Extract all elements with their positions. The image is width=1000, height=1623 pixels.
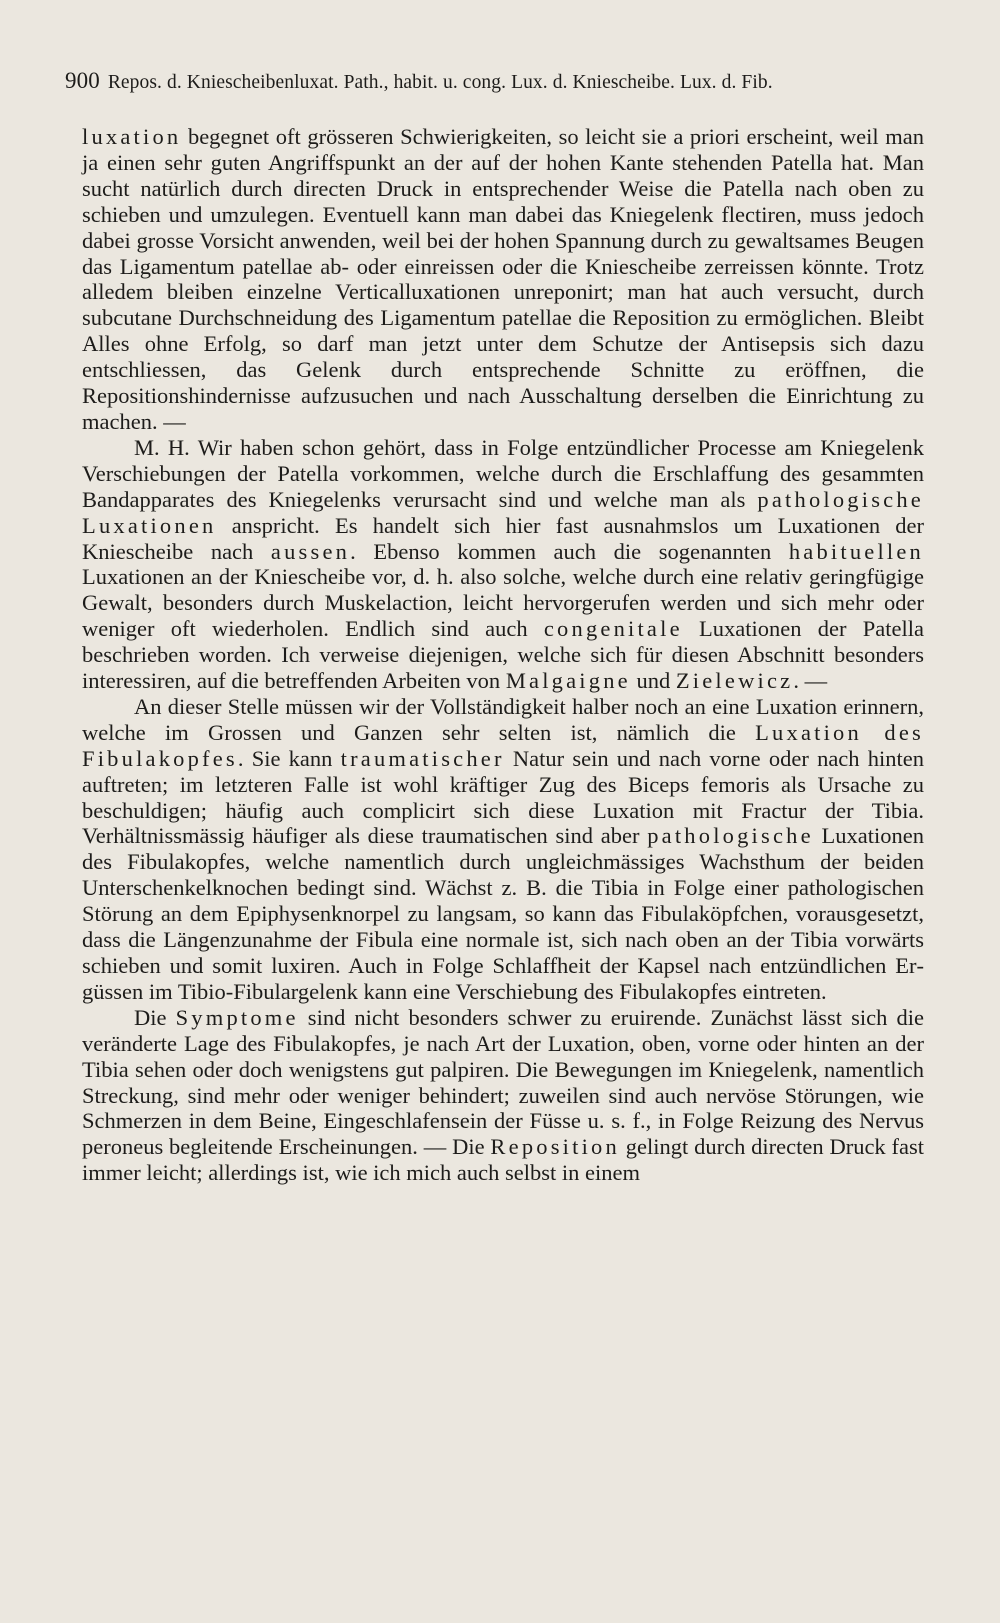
spaced-emphasis: Symptome xyxy=(175,1004,299,1030)
text-run: . Ebenso kommen auch die sogenannten xyxy=(350,538,789,564)
text-run: anspricht. Es handelt sich hier fast ausnahmslos um Luxationen der Kniescheibe nach xyxy=(82,512,924,564)
text-run: sind nicht besonders schwer zu eruirende. Zunächst lässt sich die veränderte Lage des Fibulakopfes, je nach Art der Luxation, oben, vorne oder hinten an der Tibia sehen oder doch wenigstens gut palpiren. Die Bewegungen im Kniegelenk, namentlich Streckung, sind mehr oder weniger behindert; zuweilen sind auch nervöse Störungen, wie Schmerzen in dem Beine, Eingeschlafensein der Füsse u. s. f., in Folge Reizung des Nervus peroneus begleitende Erscheinungen. — Die xyxy=(82,1004,924,1160)
text-run: Natur sein und nach vorne oder nach hinten auftreten; im letzteren Falle ist wohl kräftiger Zug des Biceps femoris als Ursache zu beschuldigen; häufig auch complicirt sich diese Luxation mit Fractur der Tibia. Verhältnissmässig häufiger als diese traumatischen sind aber xyxy=(82,745,924,849)
spaced-emphasis: aussen xyxy=(270,538,351,564)
spaced-emphasis: pathologische Luxationen xyxy=(82,486,924,538)
running-header xyxy=(65,68,935,102)
spaced-emphasis: Luxation des Fibulakopfes xyxy=(82,719,924,771)
text-run: Luxationen an der Kniescheibe vor, d. h. also solche, welche durch eine relativ geringfügige Gewalt, besonders durch Muskelaction, leicht hervorgerufen werden und sich mehr oder weniger oft wiederholen. Endlich sind auch xyxy=(82,564,924,642)
spaced-emphasis: luxation xyxy=(82,124,182,149)
text-run: begegnet oft grösseren Schwierigkeiten, so leicht sie a priori erscheint, weil man ja einen sehr guten Angriffspunkt an der auf der hohen Kante stehenden Patella hat. Man sucht natürlich durch directen Druck in entsprechender Weise die Patella nach oben zu schieben und umzulegen. Eventuell kann man dabei das Kniegelenk flectiren, muss jedoch dabei grosse Vorsicht anwenden, weil bei der hohen Spannung durch zu gewaltsames Beugen das Ligamentum patellae ab- oder einreissen oder die Kniescheibe zerreissen könnte. Trotz alledem bleiben einzelne Verticalluxationen unreponirt; man hat auch versucht, durch subcutane Durchschneidung des Ligamentum patellae die Reposition zu ermöglichen. Bleibt Alles ohne Erfolg, so darf man jetzt unter dem Schutze der Antisepsis sich dazu entschliessen, das Gelenk durch entsprechende Schnitte zu eröffnen, die Repositionshindernisse aufzusuchen und nach Ausschaltung derselben die Einrichtung zu machen. — xyxy=(82,124,924,434)
paragraph xyxy=(82,1005,924,1186)
text-run: Luxationen der Patella beschrieben worden. Ich verweise diejenigen, welche sich für diesen Abschnitt besonders interessiren, auf die betreffenden Arbeiten von xyxy=(82,616,924,694)
text-run: . — xyxy=(793,668,828,694)
page-number: 900 xyxy=(65,68,100,93)
text-run: M. H. Wir haben schon gehört, dass in Folge entzündlicher Processe am Kniegelenk Verschiebungen der Patella vorkommen, welche durch die Erschlaffung des gesammten Bandapparates des Kniegelenks verursacht sind und welche man als xyxy=(82,434,924,512)
spaced-emphasis: traumatischer xyxy=(340,745,505,771)
spaced-emphasis: habituellen xyxy=(788,538,925,564)
spaced-emphasis: Reposition xyxy=(490,1134,620,1160)
body-text xyxy=(82,124,924,1186)
paragraph xyxy=(82,124,924,435)
spaced-emphasis: Zielewicz xyxy=(675,668,794,694)
text-run: Die xyxy=(134,1004,176,1030)
text-run: gelingt durch directen Druck fast immer leicht; allerdings ist, wie ich mich auch selbst in einem xyxy=(82,1134,924,1186)
text-run: Luxationen des Fibulakopfes, welche namentlich durch ungleichmässiges Wachsthum der beiden Unterschenkelknochen bedingt sind. Wächst z. B. die Tibia in Folge einer pathologischen Störung an dem Epiphysenknorpel zu langsam, so kann das Fibulaköpfchen, vorausgesetzt, dass die Längenzunahme der Fibula eine normale ist, sich nach oben an der Tibia vorwärts schieben und somit luxiren. Auch in Folge Schlaffheit der Kapsel nach entzündlichen Ergüssen im Tibio-Fibulargelenk kann eine Verschiebung des Fibulakopfes eintreten. xyxy=(82,823,924,1004)
spaced-emphasis: Malgaigne xyxy=(505,668,631,694)
paragraph xyxy=(82,694,924,1005)
spaced-emphasis: congenitale xyxy=(543,616,683,642)
spaced-emphasis: pathologische xyxy=(647,823,814,849)
running-title: Repos. d. Kniescheibenluxat. Path., habit. u. cong. Lux. d. Kniescheibe. Lux. d. Fib. xyxy=(107,72,773,93)
text-run: An dieser Stelle müssen wir der Vollständigkeit halber noch an eine Luxation erinnern, welche im Grossen und Ganzen sehr selten ist, nämlich die xyxy=(82,693,924,745)
text-run: . Sie kann xyxy=(237,745,341,771)
text-run: und xyxy=(630,668,676,694)
paragraph xyxy=(82,435,924,694)
